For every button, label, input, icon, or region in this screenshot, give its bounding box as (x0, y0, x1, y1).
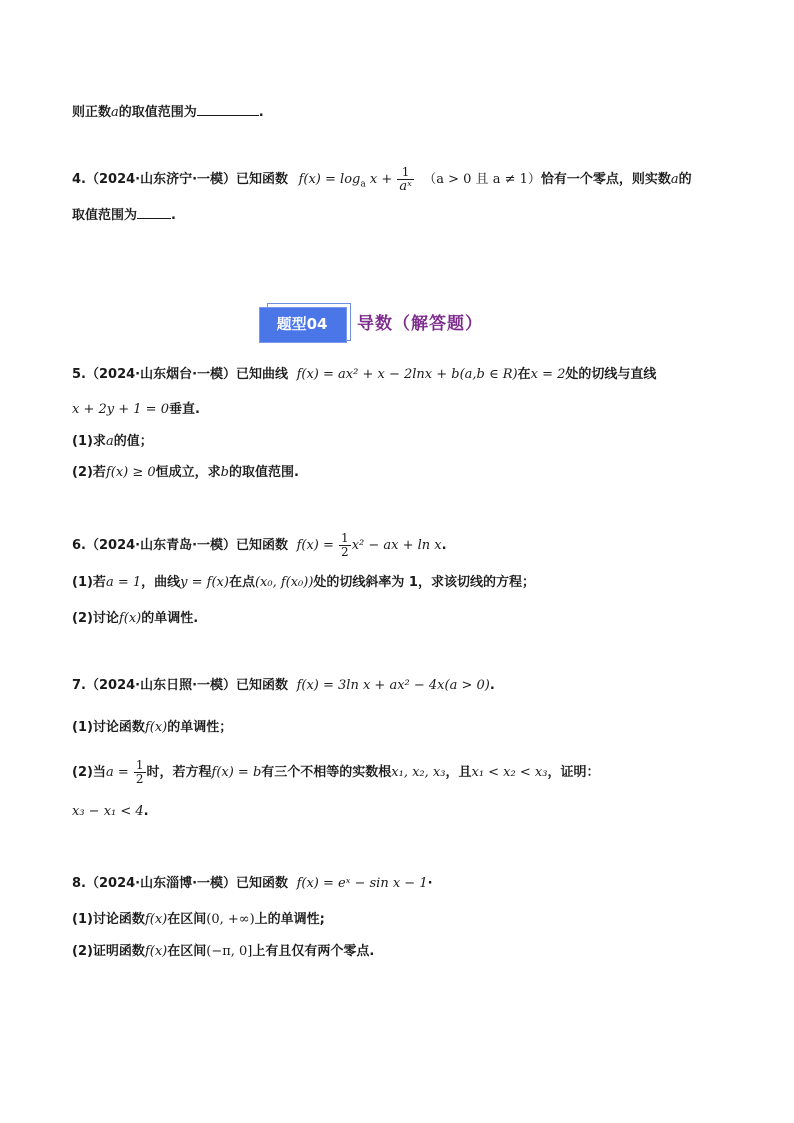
q6-part2 (72, 609, 198, 629)
q8-lead: 已知函数 (236, 876, 289, 891)
q5-line1 (72, 365, 656, 385)
q6-part1 (72, 573, 535, 593)
q8-line1 (72, 874, 433, 894)
q5-p1-tail: 的值； (113, 434, 153, 449)
q6-source: （2024·山东青岛·一模） (85, 538, 237, 553)
banner-title: 导数（解答题） (357, 314, 483, 334)
q5-tail: 处的切线与直线 (565, 367, 657, 382)
q8-p1-formula: f(x) (144, 912, 168, 927)
q5-lead: 已知曲线 (236, 367, 289, 382)
q8-end: · (427, 876, 433, 891)
q6-end: . (441, 538, 447, 553)
q8-formula: f(x) = eˣ − sin x − 1 (296, 876, 428, 891)
q4-number: 4. (72, 172, 86, 187)
q5-number: 5. (72, 367, 86, 382)
q7-line3-formula: x₃ − x₁ < 4 (72, 804, 144, 819)
q4-fraction: $\frac{1}{\text{aˣ}}$ (399, 165, 412, 194)
q6-p1-tail: 处的切线斜率为 1，求该切线的方程； (313, 575, 535, 590)
q7-part1 (72, 718, 232, 738)
q4-condition: （a > 0 且 a ≠ 1） (423, 172, 541, 187)
q5-line-formula: x + 2y + 1 = 0 (72, 402, 169, 417)
q6-lead: 已知函数 (236, 538, 289, 553)
q8-p2-mid: 在区间 (167, 944, 207, 959)
q4-lead: 已知函数 (236, 172, 289, 187)
section-banner (257, 301, 517, 345)
q7-formula: f(x) = 3ln x + ax² − 4x(a > 0) (296, 678, 490, 693)
q5-at: x = 2 (530, 367, 566, 382)
q7-p1-label: (1)讨论函数 (72, 720, 145, 735)
q5-p1-var: a (105, 434, 114, 449)
q3-tail-line (72, 101, 264, 123)
q5-part2 (72, 463, 299, 483)
q4-answer-blank[interactable] (137, 204, 171, 219)
q8-p2-formula: f(x) (144, 944, 168, 959)
q6-p2-label: (2)讨论 (72, 611, 119, 626)
q5-source: （2024·山东烟台·一模） (85, 367, 237, 382)
q8-part1 (72, 910, 325, 930)
q3-rest: 的取值范围为 (118, 105, 197, 120)
q5-line2-tail: 垂直. (168, 402, 200, 417)
q8-p2-label: (2)证明函数 (72, 944, 145, 959)
q6-p1-mid: ，曲线 (141, 575, 181, 590)
q3-text: 则正数 (72, 105, 112, 120)
q6-p1-label: (1)若 (72, 575, 106, 590)
q5-p2-label: (2)若 (72, 465, 106, 480)
q6-number: 6. (72, 538, 86, 553)
q7-fraction: $\frac{1}{2}$ (135, 758, 144, 786)
q6-formula-post: x² − ax + ln x (351, 538, 442, 553)
banner-label: 题型04 (276, 315, 328, 333)
q6-p2-formula: f(x) (118, 611, 142, 626)
q5-p2-mid: 恒成立，求 (155, 465, 221, 480)
q8-p1-label: (1)讨论函数 (72, 912, 145, 927)
q7-p2-pre: a = (105, 765, 133, 780)
q5-p2-tail: 的取值范围. (229, 465, 299, 480)
q4-formula: $f(x) = \log_a x$ + (298, 172, 397, 190)
q4-tail2: 的 (678, 172, 692, 187)
q5-formula: f(x) = ax² + x − 2lnx + b(a,b ∈ R) (296, 367, 518, 382)
q4-tail: 恰有一个零点，则实数 (540, 172, 671, 187)
q8-p2-interval: (−π, 0] (206, 944, 253, 959)
q7-p1-formula: f(x) (144, 720, 168, 735)
q7-p2-mid3: ，且 (445, 765, 472, 780)
q4-line2 (72, 204, 176, 226)
q7-p2-mid: 时，若方程 (146, 765, 212, 780)
q4-var: a (670, 172, 679, 187)
q5-p2-formula: f(x) ≥ 0 (105, 465, 156, 480)
q6-formula-pre: f(x) = (296, 538, 339, 553)
q8-number: 8. (72, 876, 86, 891)
q8-p1-interval: (0, +∞) (206, 912, 255, 927)
q7-line1 (72, 676, 495, 696)
q7-number: 7. (72, 678, 86, 693)
q4-source: （2024·山东济宁·一模） (85, 172, 237, 187)
q7-p2-tail: ，证明： (547, 765, 600, 780)
q7-part2 (72, 759, 599, 786)
q6-fraction: $\frac{1}{2}$ (341, 531, 349, 559)
q8-source: （2024·山东淄博·一模） (85, 876, 237, 891)
q7-p2-label: (2)当 (72, 765, 106, 780)
q7-source: （2024·山东日照·一模） (85, 678, 237, 693)
q5-part1 (72, 432, 153, 452)
q7-line3 (72, 802, 149, 822)
q4-end: . (171, 208, 176, 223)
q7-end: . (489, 678, 495, 693)
q7-lead: 已知函数 (236, 678, 289, 693)
q8-p1-mid: 在区间 (167, 912, 207, 927)
q5-mid: 在 (517, 367, 531, 382)
q5-line2 (72, 400, 200, 420)
q6-p1-curve: y = f(x) (180, 575, 229, 590)
q6-line1 (72, 532, 447, 559)
q3-var: a (111, 105, 119, 120)
q8-part2 (72, 942, 374, 962)
q3-answer-blank[interactable] (197, 101, 259, 116)
q8-p1-tail: 上的单调性; (254, 912, 325, 927)
q7-p2-roots: x₁, x₂, x₃ (391, 765, 446, 780)
q3-end: . (258, 105, 264, 120)
q8-p2-tail: 上有且仅有两个零点. (252, 944, 375, 959)
q5-p1-label: (1)求 (72, 434, 106, 449)
q5-p2-var: b (220, 465, 229, 480)
q7-p2-order: x₁ < x₂ < x₃ (471, 765, 548, 780)
q6-p2-tail: 的单调性. (141, 611, 199, 626)
q7-p2-eq: f(x) = b (211, 765, 262, 780)
q6-p1-mid2: 在点 (228, 575, 255, 590)
q7-p1-tail: 的单调性； (167, 720, 233, 735)
q7-p2-mid2: 有三个不相等的实数根 (261, 765, 392, 780)
q4-line2-text: 取值范围为 (72, 208, 138, 223)
q6-p1-point: (x₀, f(x₀)) (254, 575, 314, 590)
q4-line1 (72, 166, 692, 195)
q6-p1-cond: a = 1 (105, 575, 142, 590)
q7-line3-end: . (143, 804, 149, 819)
